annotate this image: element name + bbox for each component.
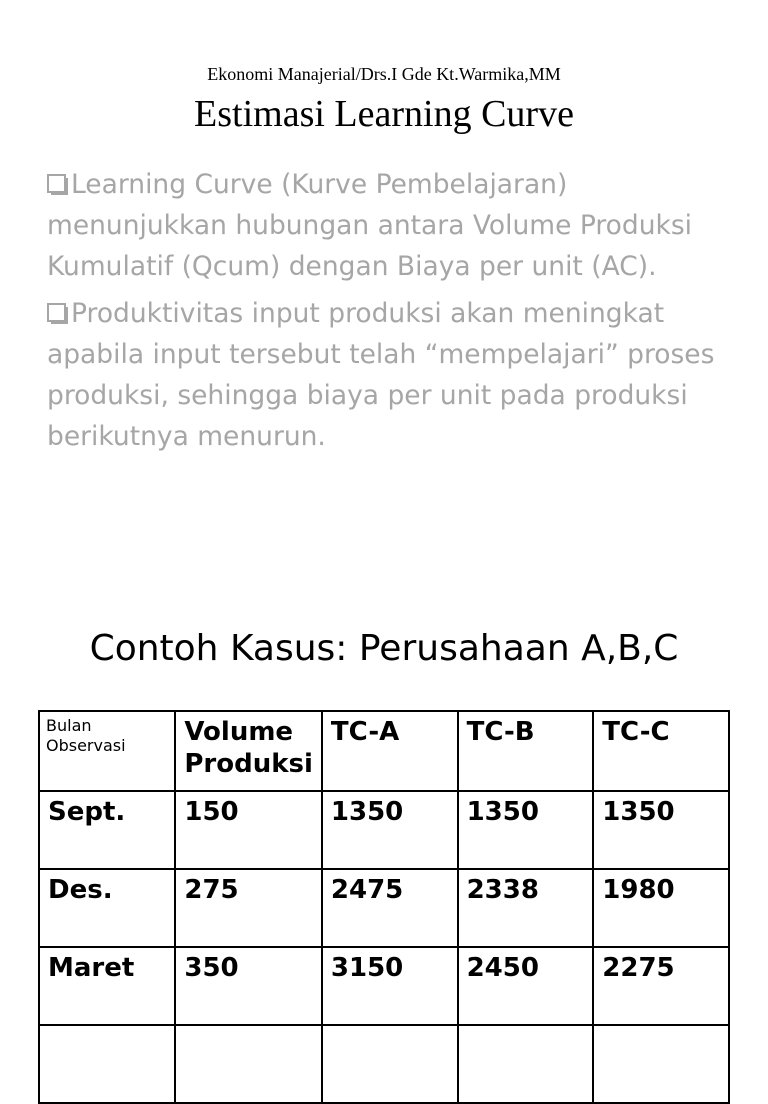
table-cell — [593, 1025, 729, 1103]
bullet-text: Learning Curve (Kurve Pembelajaran) menunjukkan hubungan antara Volume Produksi Kumulatif (Qcum) dengan Biaya per unit (AC). — [47, 169, 693, 282]
checkbox-bullet-icon — [47, 174, 66, 193]
table-cell: 150 — [175, 791, 322, 869]
table-cell: 2450 — [458, 947, 594, 1025]
data-table — [38, 710, 730, 1104]
slide-title: Estimasi Learning Curve — [194, 93, 574, 135]
table-cell: 2275 — [593, 947, 729, 1025]
table-cell — [175, 1025, 322, 1103]
table-cell: 2475 — [322, 869, 458, 947]
bullet-list — [47, 164, 737, 463]
table-row — [39, 869, 729, 947]
table-cell — [322, 1025, 458, 1103]
table-header-row — [39, 711, 729, 791]
header-cell-tc-c: TC-C — [593, 711, 729, 791]
table-row — [39, 947, 729, 1025]
table-cell: Des. — [39, 869, 175, 947]
case-title: Contoh Kasus: Perusahaan A,B,C — [89, 628, 679, 669]
table-cell: 1980 — [593, 869, 729, 947]
table-row-partial — [39, 1025, 729, 1103]
table-cell: 350 — [175, 947, 322, 1025]
checkbox-bullet-icon — [47, 303, 66, 322]
slide-subtitle: Ekonomi Manajerial/Drs.I Gde Kt.Warmika,MM — [207, 64, 561, 84]
table-row — [39, 791, 729, 869]
bullet-item — [47, 293, 737, 457]
table-cell: 275 — [175, 869, 322, 947]
table-cell: 2338 — [458, 869, 594, 947]
table-cell: Sept. — [39, 791, 175, 869]
header-cell-volume: Volume Produksi — [175, 711, 322, 791]
table-cell: 3150 — [322, 947, 458, 1025]
header-cell-bulan: Bulan Observasi — [39, 711, 175, 791]
bullet-item — [47, 164, 737, 287]
table-cell — [458, 1025, 594, 1103]
table-cell: 1350 — [322, 791, 458, 869]
header-cell-tc-b: TC-B — [458, 711, 594, 791]
header-cell-tc-a: TC-A — [322, 711, 458, 791]
table-cell: 1350 — [593, 791, 729, 869]
table-cell: 1350 — [458, 791, 594, 869]
table-cell — [39, 1025, 175, 1103]
table-cell: Maret — [39, 947, 175, 1025]
bullet-text: Produktivitas input produksi akan meningkat apabila input tersebut telah “mempelajari” proses produksi, sehingga biaya per unit pada produksi berikutnya menurun. — [47, 298, 715, 452]
